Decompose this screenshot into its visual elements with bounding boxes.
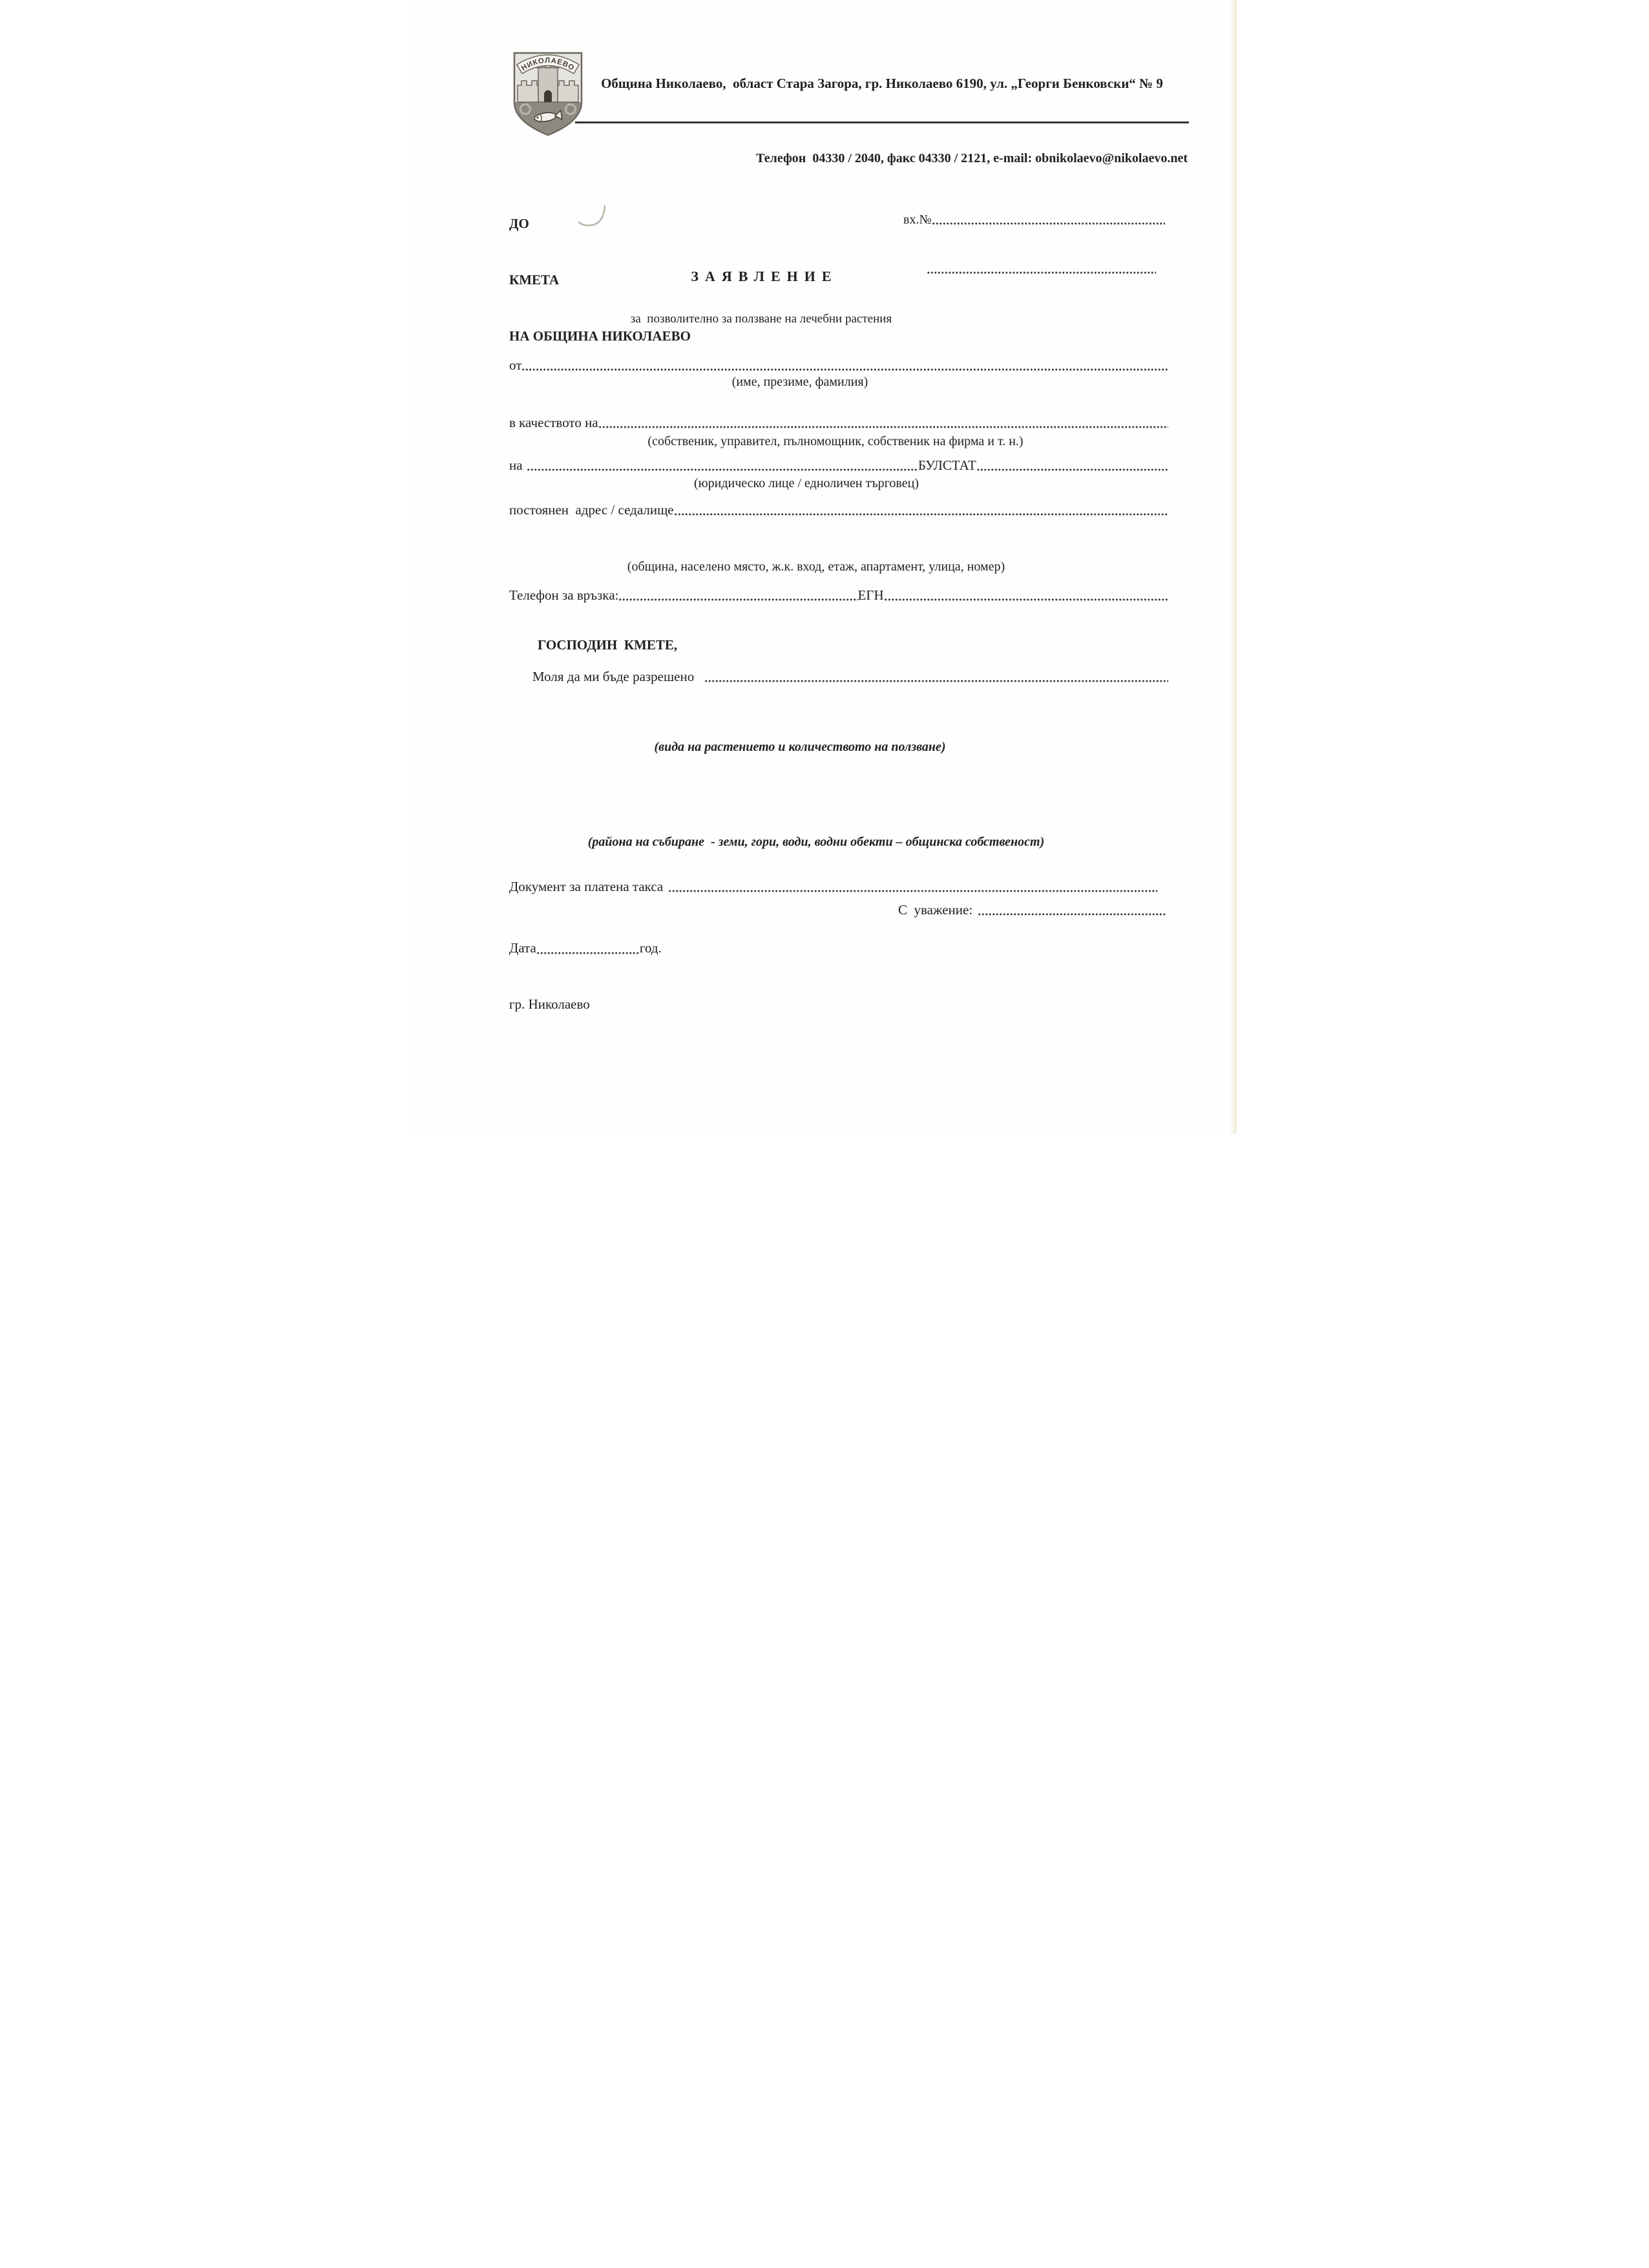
dotted-fill-line <box>668 878 1157 896</box>
addressee-mayor: КМЕТА <box>509 272 560 288</box>
caption-plant-kind: (вида на растението и количеството на ползване) <box>654 740 946 754</box>
field-phone-label: Телефон за връзка: <box>509 587 619 603</box>
field-fee-document <box>509 878 1157 896</box>
footer-signature-block <box>898 901 1166 919</box>
request-lead-label: Моля да ми бъде разрешено <box>532 669 695 684</box>
city-label: гр. Николаево <box>509 996 590 1012</box>
form-title: ЗАЯВЛЕНИЕ <box>691 268 838 284</box>
emblem-banner-text: НИКОЛАЕВО <box>520 56 576 73</box>
scan-artifact-mark <box>576 204 607 231</box>
tower-door <box>544 90 552 103</box>
dotted-fill-line <box>536 939 640 958</box>
fee-label: Документ за платена такса <box>509 879 664 894</box>
dotted-fill-line <box>618 587 857 604</box>
field-egn-label: ЕГН <box>857 587 884 603</box>
dotted-fill-line <box>521 357 1168 374</box>
footer-date-block <box>509 901 693 1051</box>
field-phone-egn <box>509 587 1168 604</box>
application-form-page <box>412 0 1237 1134</box>
caption-entity-type: (юридическо лице / едноличен търговец) <box>694 476 919 490</box>
incoming-number-block <box>903 180 1165 310</box>
field-capacity <box>509 414 1168 432</box>
dotted-fill-line <box>674 501 1168 519</box>
dotted-fill-line <box>527 457 918 474</box>
caption-address: (община, населено място, ж.к. вход, етаж, апартамент, улица, номер) <box>627 560 1005 574</box>
field-bulstat-label: БУЛСТАТ <box>918 457 976 473</box>
field-capacity-label: в качеството на <box>509 415 598 430</box>
field-company-bulstat <box>509 457 1168 474</box>
addressee-to: ДО <box>509 216 529 231</box>
salutation: ГОСПОДИН КМЕТЕ, <box>538 637 678 653</box>
field-address-label: постоянен адрес / седалище <box>509 502 674 518</box>
contact-line: Телефон 04330 / 2040, факс 04330 / 2121, e-mail: obnikolaevo@nikolaevo.net <box>756 151 1188 165</box>
incoming-number-fill-line <box>932 212 1165 228</box>
letterhead <box>575 52 1189 189</box>
addressee-municipality: НА ОБЩИНА НИКОЛАЕВО <box>509 328 691 344</box>
dotted-fill-line <box>598 414 1168 432</box>
signature-fill-line <box>978 901 1166 919</box>
regards-label: С уважение: <box>898 902 973 918</box>
caption-capacity: (собственик, управител, пълномощник, собственик на фирма и т. н.) <box>647 434 1024 448</box>
form-subtitle: за позволително за ползване на лечебни растения <box>630 312 892 326</box>
field-address <box>509 501 1168 519</box>
field-request <box>532 668 1168 686</box>
dotted-fill-line <box>704 668 1168 686</box>
year-label: год. <box>639 940 662 956</box>
municipality-name-line: Община Николаево, област Стара Загора, гр. Николаево 6190, ул. „Георги Бенковски“ № 9 <box>601 76 1163 91</box>
letterhead-divider <box>575 121 1189 123</box>
dotted-fill-line <box>884 587 1168 604</box>
field-of-label: на <box>509 457 523 473</box>
field-from-label: от <box>509 357 522 373</box>
dotted-fill-line <box>976 457 1168 474</box>
date-label: Дата <box>509 940 536 956</box>
incoming-number-label: вх.№ <box>903 213 932 227</box>
caption-full-name: (име, презиме, фамилия) <box>731 375 868 389</box>
field-from <box>509 357 1168 374</box>
caption-collection-area: (района на събиране - земи, гори, води, водни обекти – общинска собственост) <box>587 835 1045 849</box>
